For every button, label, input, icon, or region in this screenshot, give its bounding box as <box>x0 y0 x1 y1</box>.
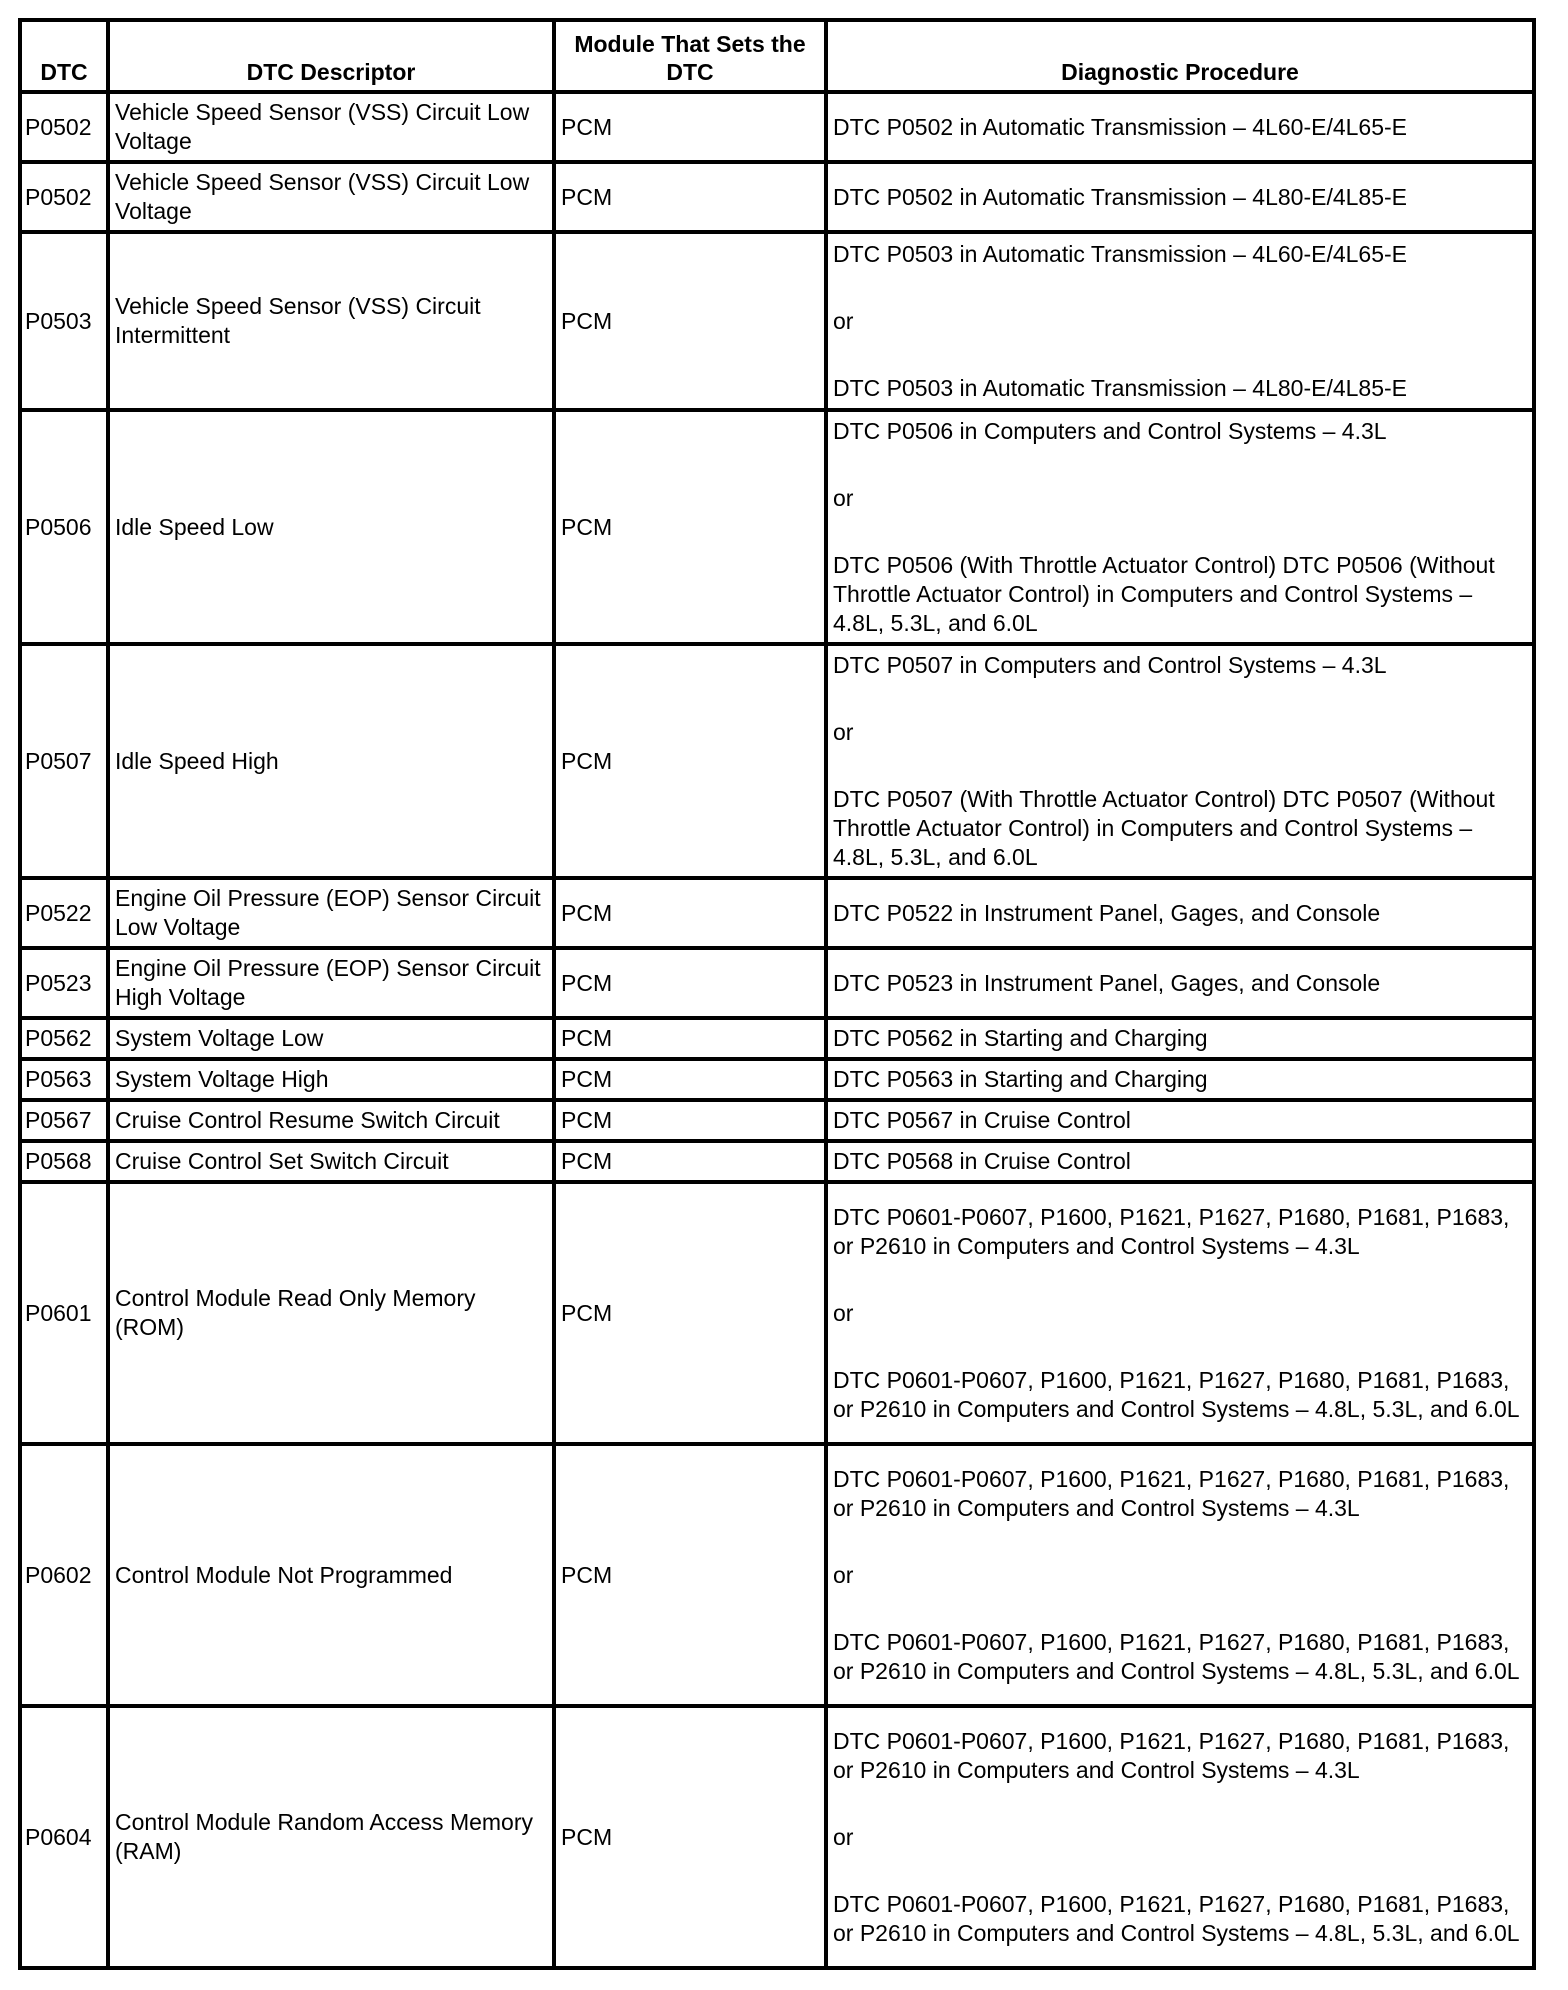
procedure-line: DTC P0562 in Starting and Charging <box>833 1025 1208 1051</box>
module-cell: PCM <box>554 1706 826 1968</box>
procedure-line: DTC P0523 in Instrument Panel, Gages, and Console <box>833 969 1381 996</box>
dtc-descriptor-cell: Idle Speed High <box>108 644 554 878</box>
dtc-descriptor-cell: Vehicle Speed Sensor (VSS) Circuit Low Voltage <box>108 92 554 162</box>
dtc-table <box>18 18 1536 1970</box>
header-descriptor: DTC Descriptor <box>108 20 554 92</box>
procedure-spacer <box>833 1328 1527 1366</box>
procedure-line: DTC P0503 in Automatic Transmission – 4L60-E/4L65-E <box>833 240 1408 267</box>
procedure-spacer <box>833 336 1527 374</box>
dtc-descriptor-cell: Control Module Not Programmed <box>108 1444 554 1706</box>
dtc-descriptor-cell: Control Module Read Only Memory (ROM) <box>108 1182 554 1444</box>
dtc-code-cell: P0563 <box>20 1059 108 1100</box>
diagnostic-procedure-cell <box>826 1141 1534 1182</box>
table-row <box>20 162 1534 232</box>
procedure-spacer <box>833 269 1527 307</box>
dtc-code-cell: P0562 <box>20 1018 108 1059</box>
dtc-descriptor-cell: System Voltage High <box>108 1059 554 1100</box>
procedure-line: DTC P0507 (With Throttle Actuator Control) DTC P0507 (Without Throttle Actuator Control) in Computers and Control Systems – 4.8L, 5.3L, and 6.0L <box>833 785 1495 870</box>
header-procedure: Diagnostic Procedure <box>826 20 1534 92</box>
table-row <box>20 948 1534 1018</box>
dtc-descriptor-cell: System Voltage Low <box>108 1018 554 1059</box>
diagnostic-procedure-cell <box>826 1059 1534 1100</box>
module-cell: PCM <box>554 644 826 878</box>
table-row <box>20 410 1534 644</box>
table-row <box>20 1100 1534 1141</box>
table-row <box>20 1444 1534 1706</box>
procedure-spacer <box>833 1852 1527 1890</box>
procedure-line: DTC P0601-P0607, P1600, P1621, P1627, P1680, P1681, P1683, or P2610 in Computers and Control Systems – 4.8L, 5.3L, and 6.0L <box>833 1890 1520 1946</box>
diagnostic-procedure-cell <box>826 1100 1534 1141</box>
dtc-code-cell: P0602 <box>20 1444 108 1706</box>
module-cell: PCM <box>554 948 826 1018</box>
procedure-or-separator: or <box>833 307 854 334</box>
procedure-line: DTC P0502 in Automatic Transmission – 4L80-E/4L85-E <box>833 183 1408 210</box>
dtc-descriptor-cell: Vehicle Speed Sensor (VSS) Circuit Low Voltage <box>108 162 554 232</box>
dtc-code-cell: P0502 <box>20 92 108 162</box>
table-row <box>20 1182 1534 1444</box>
table-row <box>20 1018 1534 1059</box>
dtc-descriptor-cell: Engine Oil Pressure (EOP) Sensor Circuit Low Voltage <box>108 878 554 948</box>
table-row <box>20 878 1534 948</box>
dtc-code-cell: P0604 <box>20 1706 108 1968</box>
procedure-spacer <box>833 747 1527 785</box>
dtc-code-cell: P0567 <box>20 1100 108 1141</box>
procedure-line: DTC P0506 (With Throttle Actuator Control) DTC P0506 (Without Throttle Actuator Control) in Computers and Control Systems – 4.8L, 5.3L, and 6.0L <box>833 551 1495 636</box>
procedure-or-separator: or <box>833 1561 854 1588</box>
procedure-line: DTC P0506 in Computers and Control Systems – 4.3L <box>833 417 1387 444</box>
procedure-line: DTC P0567 in Cruise Control <box>833 1107 1131 1133</box>
module-cell: PCM <box>554 162 826 232</box>
module-cell: PCM <box>554 92 826 162</box>
procedure-spacer <box>833 680 1527 718</box>
header-dtc: DTC <box>20 20 108 92</box>
procedure-or-separator: or <box>833 484 854 511</box>
procedure-line: DTC P0502 in Automatic Transmission – 4L60-E/4L65-E <box>833 113 1408 140</box>
dtc-descriptor-cell: Control Module Random Access Memory (RAM) <box>108 1706 554 1968</box>
procedure-line: DTC P0503 in Automatic Transmission – 4L80-E/4L85-E <box>833 374 1408 401</box>
dtc-descriptor-cell: Vehicle Speed Sensor (VSS) Circuit Intermittent <box>108 232 554 410</box>
procedure-spacer <box>833 513 1527 551</box>
module-cell: PCM <box>554 1182 826 1444</box>
procedure-spacer <box>833 1785 1527 1823</box>
procedure-or-separator: or <box>833 1299 854 1326</box>
dtc-code-cell: P0522 <box>20 878 108 948</box>
diagnostic-procedure-cell <box>826 1444 1534 1706</box>
diagnostic-procedure-cell <box>826 948 1534 1018</box>
diagnostic-procedure-cell <box>826 1706 1534 1968</box>
diagnostic-procedure-cell <box>826 92 1534 162</box>
diagnostic-procedure-cell <box>826 232 1534 410</box>
diagnostic-procedure-cell <box>826 162 1534 232</box>
procedure-line: DTC P0568 in Cruise Control <box>833 1148 1131 1174</box>
dtc-code-cell: P0503 <box>20 232 108 410</box>
table-row <box>20 1059 1534 1100</box>
module-cell: PCM <box>554 1059 826 1100</box>
procedure-spacer <box>833 1590 1527 1628</box>
diagnostic-procedure-cell <box>826 410 1534 644</box>
table-row <box>20 1706 1534 1968</box>
procedure-spacer <box>833 446 1527 484</box>
dtc-code-cell: P0507 <box>20 644 108 878</box>
module-cell: PCM <box>554 878 826 948</box>
table-row <box>20 92 1534 162</box>
module-cell: PCM <box>554 1444 826 1706</box>
procedure-line: DTC P0601-P0607, P1600, P1621, P1627, P1680, P1681, P1683, or P2610 in Computers and Control Systems – 4.3L <box>833 1465 1510 1521</box>
dtc-descriptor-cell: Engine Oil Pressure (EOP) Sensor Circuit High Voltage <box>108 948 554 1018</box>
dtc-code-cell: P0523 <box>20 948 108 1018</box>
procedure-line: DTC P0522 in Instrument Panel, Gages, and Console <box>833 899 1381 926</box>
header-module: Module That Sets the DTC <box>554 20 826 92</box>
dtc-descriptor-cell: Cruise Control Set Switch Circuit <box>108 1141 554 1182</box>
module-cell: PCM <box>554 1141 826 1182</box>
dtc-descriptor-cell: Idle Speed Low <box>108 410 554 644</box>
procedure-line: DTC P0601-P0607, P1600, P1621, P1627, P1680, P1681, P1683, or P2610 in Computers and Control Systems – 4.3L <box>833 1727 1510 1783</box>
procedure-spacer <box>833 1523 1527 1561</box>
diagnostic-procedure-cell <box>826 878 1534 948</box>
dtc-descriptor-cell: Cruise Control Resume Switch Circuit <box>108 1100 554 1141</box>
header-row <box>20 20 1534 92</box>
procedure-line: DTC P0563 in Starting and Charging <box>833 1066 1208 1092</box>
procedure-or-separator: or <box>833 718 854 745</box>
dtc-code-cell: P0568 <box>20 1141 108 1182</box>
diagnostic-procedure-cell <box>826 1018 1534 1059</box>
table-row <box>20 232 1534 410</box>
module-cell: PCM <box>554 1018 826 1059</box>
module-cell: PCM <box>554 410 826 644</box>
procedure-spacer <box>833 1261 1527 1299</box>
dtc-code-cell: P0502 <box>20 162 108 232</box>
procedure-line: DTC P0507 in Computers and Control Systems – 4.3L <box>833 651 1387 678</box>
module-cell: PCM <box>554 1100 826 1141</box>
diagnostic-procedure-cell <box>826 1182 1534 1444</box>
module-cell: PCM <box>554 232 826 410</box>
dtc-code-cell: P0506 <box>20 410 108 644</box>
table-body <box>20 92 1534 1968</box>
procedure-or-separator: or <box>833 1823 854 1850</box>
dtc-code-cell: P0601 <box>20 1182 108 1444</box>
diagnostic-procedure-cell <box>826 644 1534 878</box>
table-row <box>20 644 1534 878</box>
procedure-line: DTC P0601-P0607, P1600, P1621, P1627, P1680, P1681, P1683, or P2610 in Computers and Control Systems – 4.8L, 5.3L, and 6.0L <box>833 1628 1520 1684</box>
table-row <box>20 1141 1534 1182</box>
procedure-line: DTC P0601-P0607, P1600, P1621, P1627, P1680, P1681, P1683, or P2610 in Computers and Control Systems – 4.3L <box>833 1203 1510 1259</box>
procedure-line: DTC P0601-P0607, P1600, P1621, P1627, P1680, P1681, P1683, or P2610 in Computers and Control Systems – 4.8L, 5.3L, and 6.0L <box>833 1366 1520 1422</box>
